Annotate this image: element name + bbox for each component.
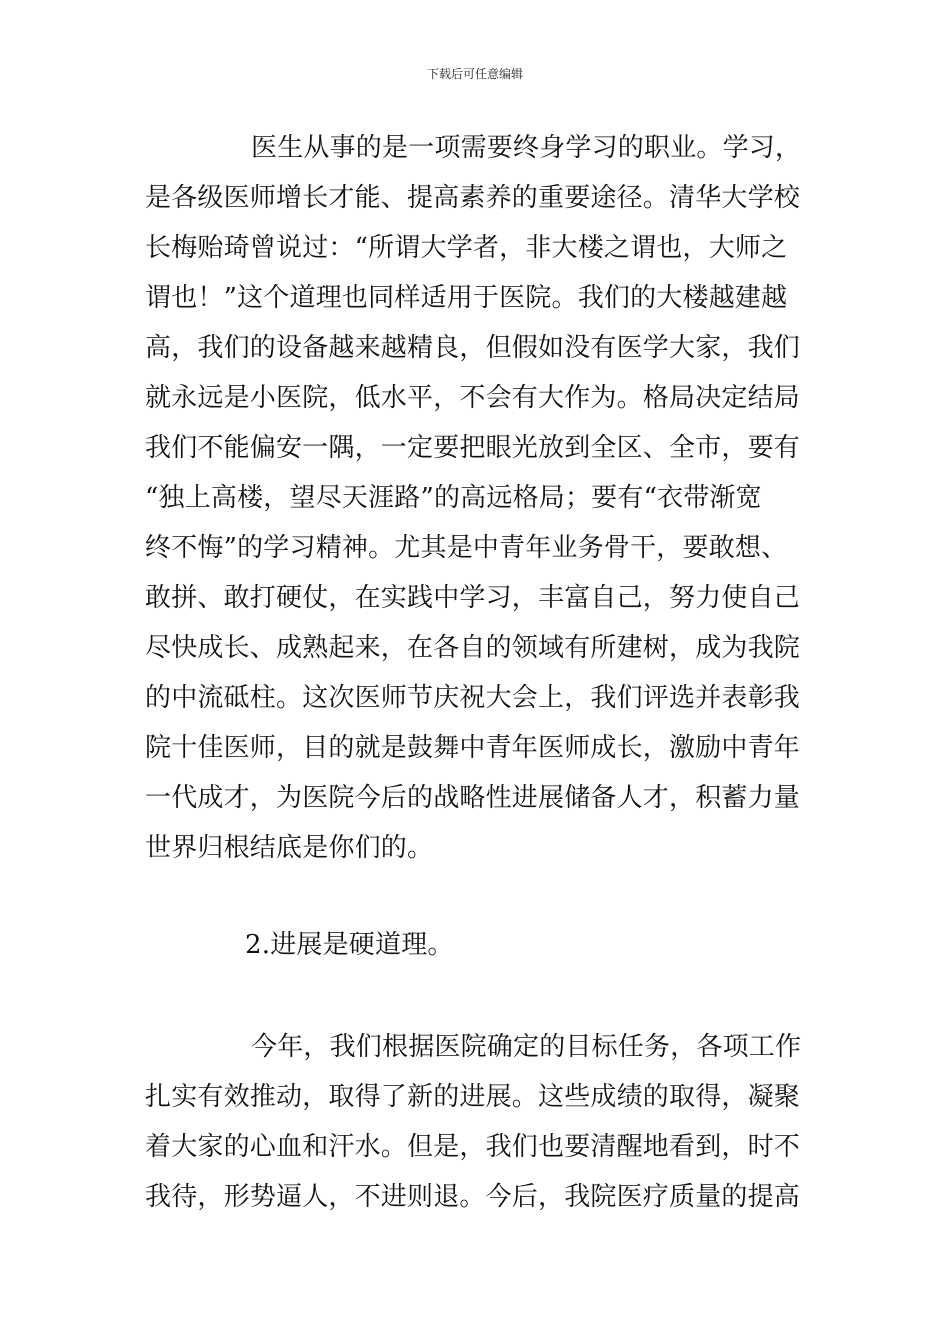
paragraph-line: 扎实有效推动，取得了新的进展。这些成绩的取得，凝聚 bbox=[145, 1082, 801, 1112]
paragraph-line: 医生从事的是一项需要终身学习的职业。学习， bbox=[251, 133, 802, 163]
paragraph-line: 世界归根结底是你们的。 bbox=[145, 833, 434, 863]
paragraph-line: 今年，我们根据医院确定的目标任务，各项工作 bbox=[251, 1032, 802, 1062]
paragraph-line: 着大家的心血和汗水。但是，我们也要清醒地看到，时不 bbox=[145, 1132, 801, 1162]
paragraph-line: 院十佳医师，目的就是鼓舞中青年医师成长，激励中青年 bbox=[145, 733, 801, 763]
paragraph-line: 就永远是小医院，低水平，不会有大作为。格局决定结局 bbox=[145, 383, 801, 413]
paragraph-line: 的中流砥柱。这次医师节庆祝大会上，我们评选并表彰我 bbox=[145, 683, 801, 713]
paragraph-line: 敢拼、敢打硬仗，在实践中学习，丰富自己，努力使自己 bbox=[145, 583, 801, 613]
paragraph-line: 我们不能偏安一隅，一定要把眼光放到全区、全市，要有 bbox=[145, 433, 801, 463]
paragraph-1 bbox=[145, 123, 807, 873]
page-header: 下载后可任意编辑 bbox=[426, 67, 523, 81]
paragraph-line: 尽快成长、成熟起来，在各自的领域有所建树，成为我院 bbox=[145, 633, 801, 663]
section-heading-text: 2.进展是硬道理。 bbox=[245, 930, 454, 960]
paragraph-line: 我待，形势逼人，不进则退。今后，我院医疗质量的提高 bbox=[145, 1182, 801, 1212]
paragraph-line: 终不悔”的学习精神。尤其是中青年业务骨干，要敢想、 bbox=[145, 533, 788, 563]
paragraph-line: 谓也！”这个道理也同样适用于医院。我们的大楼越建越 bbox=[145, 283, 788, 313]
section-heading bbox=[145, 920, 807, 970]
paragraph-line: 长梅贻琦曾说过：“所谓大学者，非大楼之谓也，大师之 bbox=[145, 233, 788, 263]
paragraph-line: “独上高楼，望尽天涯路”的高远格局；要有“衣带渐宽 bbox=[145, 483, 762, 513]
paragraph-2 bbox=[145, 1022, 807, 1222]
paragraph-line: 是各级医师增长才能、提高素养的重要途径。清华大学校 bbox=[145, 183, 801, 213]
paragraph-line: 高，我们的设备越来越精良，但假如没有医学大家，我们 bbox=[145, 333, 801, 363]
paragraph-line: 一代成才，为医院今后的战略性进展储备人才，积蓄力量 bbox=[145, 783, 801, 813]
